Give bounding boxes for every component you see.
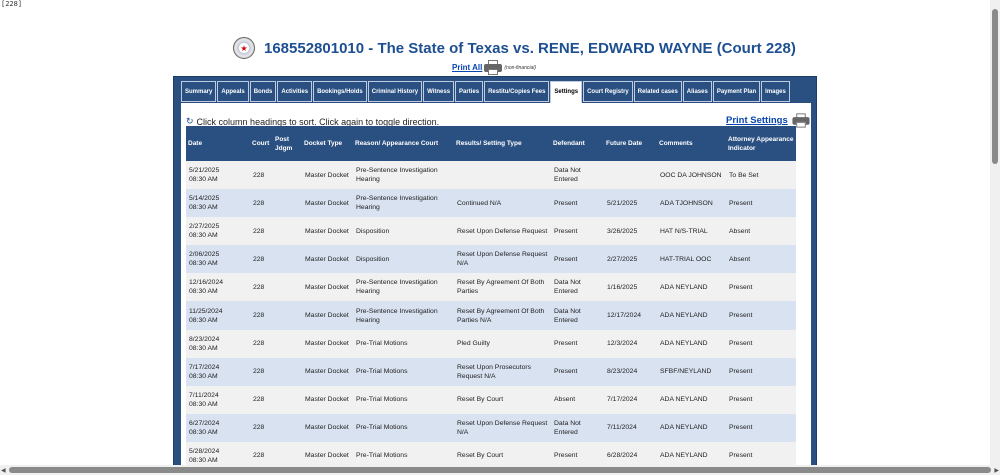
future-date-cell: 3/26/2025 <box>604 217 657 245</box>
court-cell: 228 <box>250 442 273 470</box>
reason-cell: Pre-Trial Motions <box>353 358 454 386</box>
date-value: 5/14/2025 <box>189 195 220 203</box>
defendant-cell: Absent <box>551 386 604 414</box>
table-row <box>186 217 796 245</box>
time-value: 08:30 AM <box>189 316 218 324</box>
tab-criminal-history[interactable]: Criminal History <box>368 81 422 102</box>
tab-parties[interactable]: Parties <box>455 81 483 102</box>
docket-type-cell: Master Docket <box>302 386 353 414</box>
time-value: 08:30 AM <box>189 204 218 212</box>
attorney-cell: Present <box>726 442 796 470</box>
result-cell: Reset By Court <box>454 386 551 414</box>
table-header-row <box>186 126 796 161</box>
column-header[interactable]: Comments <box>657 126 726 161</box>
reason-cell: Pre-Sentence Investigation Hearing <box>353 161 454 189</box>
court-cell: 228 <box>250 386 273 414</box>
result-cell: Reset Upon Defense Request N/A <box>454 245 551 273</box>
result-cell <box>454 161 551 189</box>
printer-icon[interactable] <box>484 60 502 75</box>
court-cell: 228 <box>250 358 273 386</box>
refresh-icon: ↻ <box>186 116 194 126</box>
county-seal-icon: ★ <box>233 37 255 59</box>
tab-court-registry[interactable]: Court Registry <box>583 81 633 102</box>
date-value: 6/27/2024 <box>189 419 220 427</box>
time-value: 08:30 AM <box>189 176 218 184</box>
table-row <box>186 358 796 386</box>
defendant-cell: Data Not Entered <box>551 161 604 189</box>
court-cell: 228 <box>250 301 273 329</box>
reason-cell: Pre-Sentence Investigation Hearing <box>353 273 454 301</box>
date-cell <box>186 386 250 414</box>
docket-type-cell: Master Docket <box>302 273 353 301</box>
column-header[interactable]: Court <box>250 126 273 161</box>
post-judgment-cell <box>273 386 302 414</box>
future-date-cell: 5/21/2025 <box>604 189 657 217</box>
court-cell: 228 <box>250 245 273 273</box>
time-value: 08:30 AM <box>189 372 218 380</box>
future-date-cell: 7/11/2024 <box>604 414 657 442</box>
comments-cell: ADA NEYLAND <box>657 273 726 301</box>
comments-cell: ADA NEYLAND <box>657 330 726 358</box>
court-cell: 228 <box>250 273 273 301</box>
court-cell: 228 <box>250 414 273 442</box>
attorney-cell: Present <box>726 386 796 414</box>
table-row <box>186 189 796 217</box>
comments-cell: ADA TJOHNSON <box>657 189 726 217</box>
future-date-cell: 8/23/2024 <box>604 358 657 386</box>
tab-bookings-holds[interactable]: Bookings/Holds <box>313 81 367 102</box>
future-date-cell <box>604 161 657 189</box>
column-header[interactable]: Post Jdgm <box>273 126 302 161</box>
time-value: 08:30 AM <box>189 400 218 408</box>
comments-cell: HAT N/S-TRIAL <box>657 217 726 245</box>
tab-activities[interactable]: Activities <box>277 81 312 102</box>
future-date-cell: 12/3/2024 <box>604 330 657 358</box>
result-cell: Reset By Agreement Of Both Parties N/A <box>454 301 551 329</box>
attorney-cell: Absent <box>726 245 796 273</box>
settings-table <box>186 126 796 470</box>
column-header[interactable]: Date <box>186 126 250 161</box>
date-cell <box>186 245 250 273</box>
tab-bar <box>181 81 791 103</box>
attorney-cell: Present <box>726 330 796 358</box>
attorney-cell: Present <box>726 189 796 217</box>
print-all-note: (non-financial) <box>504 64 537 71</box>
page-title: 168552801010 - The State of Texas vs. RENE, EDWARD WAYNE (Court 228) <box>264 39 796 57</box>
docket-type-cell: Master Docket <box>302 245 353 273</box>
docket-type-cell: Master Docket <box>302 330 353 358</box>
post-judgment-cell <box>273 330 302 358</box>
comments-cell: OOC DA JOHNSON <box>657 161 726 189</box>
result-cell: Reset Upon Defense Request <box>454 217 551 245</box>
reason-cell: Pre-Trial Motions <box>353 386 454 414</box>
reason-cell: Disposition <box>353 217 454 245</box>
post-judgment-cell <box>273 245 302 273</box>
reason-cell: Pre-Trial Motions <box>353 442 454 470</box>
date-value: 11/25/2024 <box>189 307 223 315</box>
column-header[interactable]: Results/ Setting Type <box>454 126 551 161</box>
tab-related-cases[interactable]: Related cases <box>634 81 682 102</box>
date-cell <box>186 414 250 442</box>
court-cell: 228 <box>250 217 273 245</box>
reason-cell: Disposition <box>353 245 454 273</box>
date-value: 5/21/2025 <box>189 167 220 175</box>
comments-cell: ADA NEYLAND <box>657 414 726 442</box>
docket-type-cell: Master Docket <box>302 301 353 329</box>
scroll-left-icon[interactable]: ◀ <box>1 468 6 474</box>
date-value: 2/06/2025 <box>189 251 220 259</box>
docket-type-cell: Master Docket <box>302 358 353 386</box>
result-cell: Continued N/A <box>454 189 551 217</box>
print-all-area <box>452 60 536 75</box>
attorney-cell: Absent <box>726 217 796 245</box>
result-cell: Reset Upon Prosecutors Request N/A <box>454 358 551 386</box>
case-panel <box>173 76 817 475</box>
table-row <box>186 330 796 358</box>
defendant-cell: Present <box>551 245 604 273</box>
column-header[interactable]: Reason/ Appearance Court <box>353 126 454 161</box>
table-row <box>186 301 796 329</box>
post-judgment-cell <box>273 161 302 189</box>
tab-summary[interactable]: Summary <box>181 81 216 102</box>
date-value: 2/27/2025 <box>189 223 220 231</box>
corner-label: [228] <box>1 0 23 8</box>
column-header[interactable]: Future Date <box>604 126 657 161</box>
post-judgment-cell <box>273 301 302 329</box>
tab-bonds[interactable]: Bonds <box>250 81 277 102</box>
court-cell: 228 <box>250 330 273 358</box>
post-judgment-cell <box>273 358 302 386</box>
reason-cell: Pre-Sentence Investigation Hearing <box>353 189 454 217</box>
docket-type-cell: Master Docket <box>302 161 353 189</box>
scrollbar-thumb[interactable] <box>992 9 998 164</box>
tab-witness[interactable]: Witness <box>423 81 454 102</box>
post-judgment-cell <box>273 273 302 301</box>
time-value: 08:30 AM <box>189 456 218 464</box>
tab-appeals[interactable]: Appeals <box>217 81 248 102</box>
table-row <box>186 273 796 301</box>
column-header[interactable]: Defendant <box>551 126 604 161</box>
result-cell: Reset By Agreement Of Both Parties <box>454 273 551 301</box>
tab-images[interactable]: Images <box>761 81 790 102</box>
date-cell <box>186 217 250 245</box>
result-cell: Pled Guilty <box>454 330 551 358</box>
date-cell <box>186 189 250 217</box>
date-cell <box>186 273 250 301</box>
settings-content <box>181 103 811 475</box>
future-date-cell: 7/17/2024 <box>604 386 657 414</box>
time-value: 08:30 AM <box>189 232 218 240</box>
date-cell <box>186 161 250 189</box>
attorney-cell: Present <box>726 301 796 329</box>
defendant-cell: Present <box>551 330 604 358</box>
reason-cell: Pre-Trial Motions <box>353 330 454 358</box>
future-date-cell: 1/16/2025 <box>604 273 657 301</box>
post-judgment-cell <box>273 217 302 245</box>
attorney-cell: To Be Set <box>726 161 796 189</box>
tab-aliases[interactable]: Aliases <box>683 81 712 102</box>
vertical-scrollbar[interactable] <box>990 0 1000 465</box>
defendant-cell: Data Not Entered <box>551 273 604 301</box>
reason-cell: Pre-Trial Motions <box>353 414 454 442</box>
time-value: 08:30 AM <box>189 344 218 352</box>
comments-cell: ADA NEYLAND <box>657 301 726 329</box>
post-judgment-cell <box>273 189 302 217</box>
comments-cell: ADA NEYLAND <box>657 386 726 414</box>
docket-type-cell: Master Docket <box>302 414 353 442</box>
defendant-cell: Present <box>551 189 604 217</box>
table-row <box>186 386 796 414</box>
time-value: 08:30 AM <box>189 260 218 268</box>
defendant-cell: Present <box>551 358 604 386</box>
comments-cell: SFBF/NEYLAND <box>657 358 726 386</box>
scroll-right-icon[interactable]: ▶ <box>994 468 999 474</box>
defendant-cell: Data Not Entered <box>551 414 604 442</box>
defendant-cell: Present <box>551 217 604 245</box>
reason-cell: Pre-Sentence Investigation Hearing <box>353 301 454 329</box>
docket-type-cell: Master Docket <box>302 442 353 470</box>
time-value: 08:30 AM <box>189 288 218 296</box>
attorney-cell: Present <box>726 273 796 301</box>
court-cell: 228 <box>250 161 273 189</box>
future-date-cell: 12/17/2024 <box>604 301 657 329</box>
column-header[interactable]: Docket Type <box>302 126 353 161</box>
case-header <box>233 37 796 59</box>
tab-settings[interactable]: Settings <box>550 81 582 103</box>
date-cell <box>186 358 250 386</box>
date-value: 5/28/2024 <box>189 447 220 455</box>
comments-cell: ADA NEYLAND <box>657 442 726 470</box>
date-value: 8/23/2024 <box>189 335 220 343</box>
date-cell <box>186 301 250 329</box>
time-value: 08:30 AM <box>189 428 218 436</box>
print-settings-link[interactable]: Print Settings <box>726 115 788 126</box>
table-row <box>186 245 796 273</box>
table-row <box>186 414 796 442</box>
scrollbar-thumb[interactable] <box>9 467 991 473</box>
attorney-cell: Present <box>726 358 796 386</box>
docket-type-cell: Master Docket <box>302 217 353 245</box>
result-cell: Reset By Court <box>454 442 551 470</box>
court-cell: 228 <box>250 189 273 217</box>
date-value: 12/16/2024 <box>189 279 224 287</box>
defendant-cell: Present <box>551 442 604 470</box>
sort-note-text: Click column headings to sort. Click again to toggle direction. <box>196 116 440 127</box>
comments-cell: HAT-TRIAL OOC <box>657 245 726 273</box>
tab-payment-plan[interactable]: Payment Plan <box>713 81 760 102</box>
date-value: 7/17/2024 <box>189 363 220 371</box>
column-header[interactable]: Attorney Appearance Indicator <box>726 126 796 161</box>
attorney-cell: Present <box>726 414 796 442</box>
post-judgment-cell <box>273 414 302 442</box>
table-row <box>186 161 796 189</box>
tab-restitu-copies-fees[interactable]: Restitu/Copies Fees <box>484 81 549 102</box>
print-all-link[interactable]: Print All <box>452 63 483 72</box>
docket-type-cell: Master Docket <box>302 189 353 217</box>
result-cell: Reset Upon Defense Request N/A <box>454 414 551 442</box>
date-value: 7/11/2024 <box>189 391 219 399</box>
future-date-cell: 6/28/2024 <box>604 442 657 470</box>
horizontal-scrollbar[interactable] <box>0 465 1000 475</box>
defendant-cell: Data Not Entered <box>551 301 604 329</box>
date-cell <box>186 330 250 358</box>
future-date-cell: 2/27/2025 <box>604 245 657 273</box>
